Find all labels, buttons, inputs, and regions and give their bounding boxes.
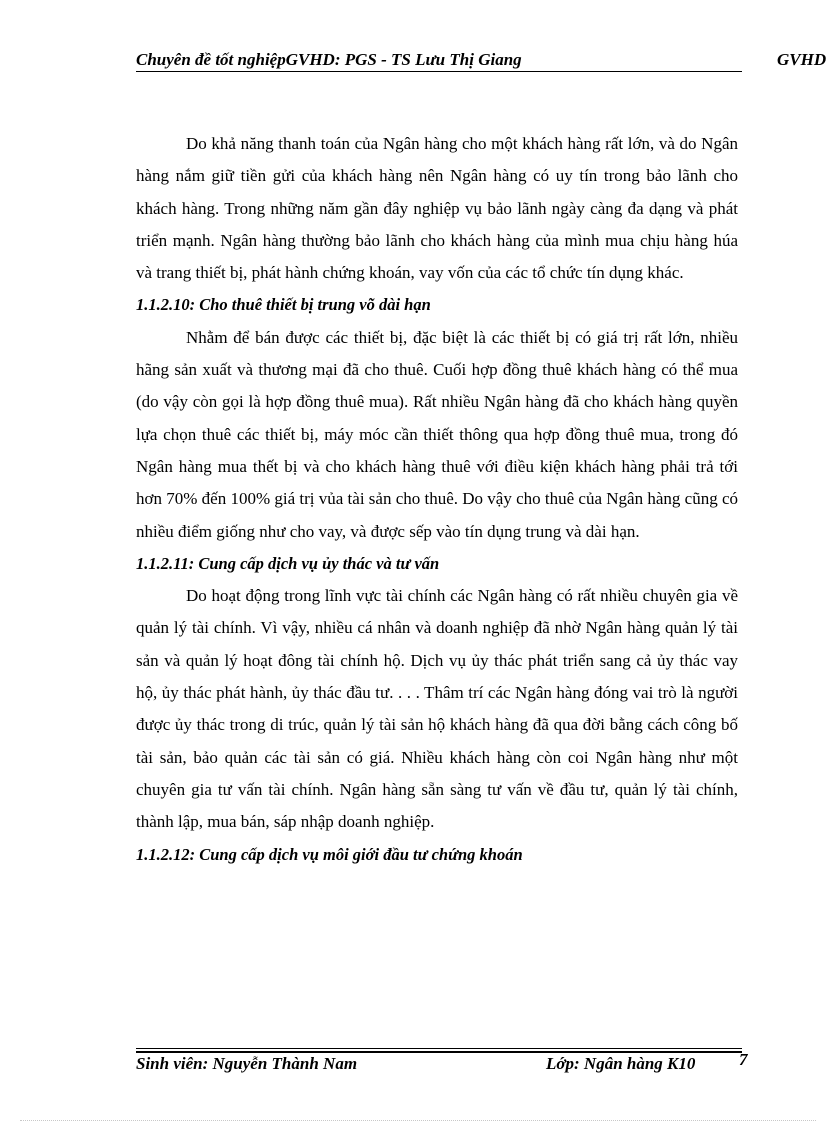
header-divider bbox=[136, 71, 742, 72]
paragraph-guarantee: Do khả năng thanh toán của Ngân hàng cho một khách hàng rất lớn, và do Ngân hàng nắm giữ tiền gửi của khách hàng nên Ngân hàng có uy tín trong bảo lãnh cho khách hàng. Trong những năm gần đây nghiệp vụ bảo lãnh ngày càng đa dạng và phát triển mạnh. Ngân hàng thường bảo lãnh cho khách hàng của mình mua chịu hàng húa và trang thiết bị, phát hành chứng khoán, vay vốn của các tổ chức tín dụng khác. bbox=[136, 134, 738, 283]
header-title: Chuyên đề tốt nghiệpGVHD: PGS - TS Lưu Thị Giang bbox=[136, 50, 522, 69]
footer-class-label: Lớp: Ngân hàng K10 bbox=[546, 1054, 696, 1073]
footer-divider-thin bbox=[136, 1048, 742, 1049]
header-title-overflow: GVHD bbox=[777, 50, 827, 69]
paragraph-trust-advisory: Do hoạt động trong lĩnh vực tài chính các Ngân hàng có rất nhiều chuyên gia về quản lý tài chính. Vì vậy, nhiều cá nhân và doanh nghiệp đã nhờ Ngân hàng quản lý tài sản và quản lý hoạt đông tài chính hộ. Dịch vụ ủy thác phát triển sang cả ủy thác vay hộ, ủy thác phát hành, ủy thác đầu tư. . . . Thâm trí các Ngân hàng đóng vai trò là người được ủy thác trong di trúc, quản lý tài sản hộ khách hàng đã qua đời bằng cách công bố tài sản, bảo quản các tài sản có giá. Nhiều khách hàng còn coi Ngân hàng như một chuyên gia tư vấn tài chính. Ngân hàng sẵn sàng tư vấn về đầu tư, quản lý tài chính, thành lập, mua bán, sáp nhập doanh nghiệp. bbox=[136, 586, 738, 832]
section-heading-brokerage: 1.1.2.12: Cung cấp dịch vụ môi giới đầu tư chứng khoán bbox=[136, 844, 523, 864]
page-edge-dotted-line bbox=[20, 1120, 816, 1121]
section-heading-leasing: 1.1.2.10: Cho thuê thiết bị trung võ dài hạn bbox=[136, 295, 431, 315]
page-number: 7 bbox=[739, 1050, 748, 1069]
document-body bbox=[136, 128, 738, 871]
paragraph-leasing: Nhằm để bán được các thiết bị, đặc biệt là các thiết bị có giá trị rất lớn, nhiều hãng sản xuất và thương mại đã cho thuê. Cuối hợp đồng thuê khách hàng có thể mua (do vậy còn gọi là hợp đồng thuê mua). Rất nhiều Ngân hàng đã cho khách hàng quyền lựa chọn thuê các thiết bị, máy móc cần thiết thông qua hợp đồng thuê mua, trong đó Ngân hàng mua thết bị và cho khách hàng thuê với điều kiện khách hàng phải trả tới hơn 70% đến 100% giá trị vủa tài sản cho thuê. Do vậy cho thuê của Ngân hàng cũng có nhiều điểm giống như cho vay, và được sếp vào tín dụng trung và dài hạn. bbox=[136, 327, 738, 541]
section-heading-trust-advisory: 1.1.2.11: Cung cấp dịch vụ ủy thác và tư vấn bbox=[136, 553, 440, 573]
footer-divider-thick bbox=[136, 1051, 742, 1053]
footer-student-name: Sinh viên: Nguyễn Thành Nam bbox=[136, 1054, 358, 1073]
